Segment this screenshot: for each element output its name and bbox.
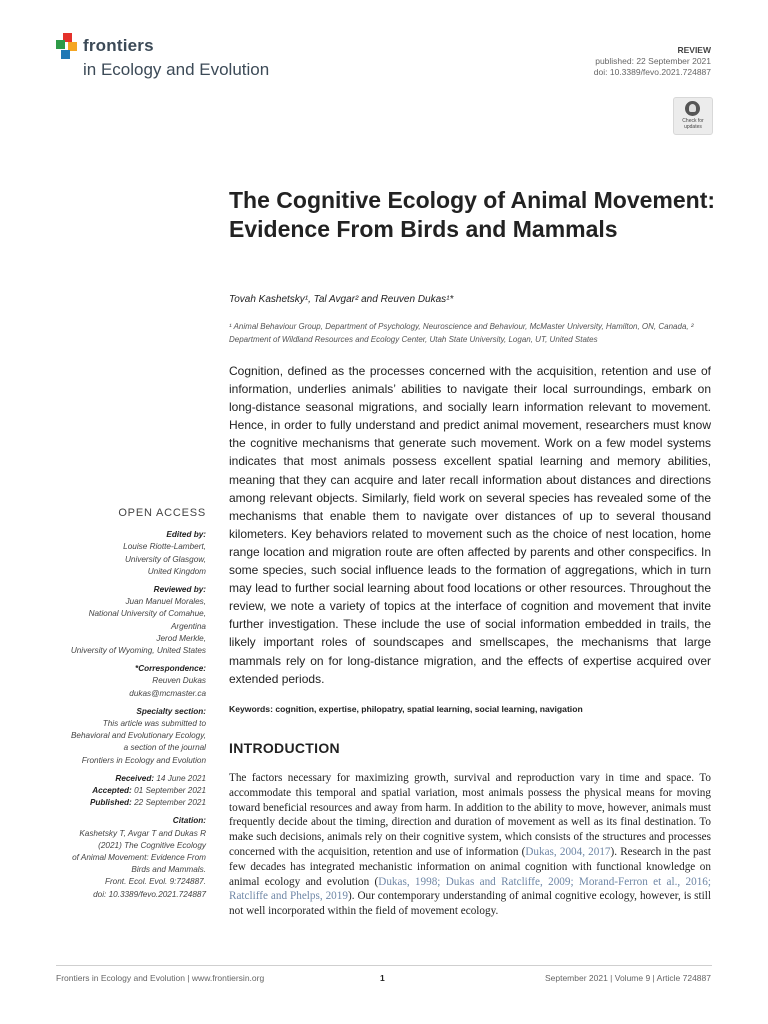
journal-logo (56, 33, 296, 83)
specialty-line: Frontiers in Ecology and Evolution (81, 755, 206, 765)
section-heading-introduction: INTRODUCTION (229, 740, 340, 756)
accepted-value: 01 September 2021 (134, 786, 206, 796)
citation-line: Birds and Mammals. (131, 865, 206, 875)
citation-line: (2021) The Cognitive Ecology (98, 840, 206, 850)
reviewer-line: Juan Manuel Morales, (125, 597, 206, 607)
published-date-line (56, 797, 206, 809)
article-meta (594, 45, 711, 78)
brand-name: frontiers (83, 36, 154, 55)
footer-divider (56, 965, 712, 966)
editor-line: United Kingdom (147, 566, 206, 576)
reviewer-line: University of Wyoming, United States (70, 646, 206, 656)
frontiers-logo-icon (56, 33, 78, 61)
bookmark-icon (685, 101, 700, 116)
editor-line: University of Glasgow, (125, 554, 206, 564)
footer-journal: Frontiers in Ecology and Evolution | www.frontiersin.org (56, 973, 265, 983)
received-date (56, 773, 206, 785)
received-label: Received: (115, 773, 155, 783)
intro-text: The factors necessary for maximizing growth, survival and reproduction vary in time and space. To accommodate this temporal and spatial variation, most animals possess the physical means for moving toward beneficial resources and away from harm. In addition to the ability to move, however, animals must frequently decide about the timing, direction and duration of movement as well as its final destination. To make such decisions, animals rely on their cognitive system, which consists of the structures and processes concerned with the acquisition, retention and use of information ( (229, 772, 711, 858)
accepted-date (56, 785, 206, 797)
citation-line: doi: 10.3389/fevo.2021.724887 (93, 889, 206, 899)
citation-line: Kashetsky T, Avgar T and Dukas R (79, 828, 206, 838)
article-title: The Cognitive Ecology of Animal Movement: Evidence From Birds and Mammals (229, 187, 716, 242)
intro-text: ). Research in the past few decades has integrated mechanistic information on animal cognition with functional knowledge on animal ecology and evolution ( (229, 845, 711, 888)
accepted-label: Accepted: (92, 786, 132, 796)
footer-issue: September 2021 | Volume 9 | Article 724887 (544, 973, 711, 983)
keywords: Keywords: cognition, expertise, philopatry, spatial learning, social learning, navigation (229, 704, 583, 714)
page-number: 1 (380, 973, 385, 983)
article-info-sidebar (56, 507, 206, 901)
published-date: published: 22 September 2021 (595, 56, 711, 66)
doi: doi: 10.3389/fevo.2021.724887 (593, 67, 711, 77)
specialty-line: a section of the journal (123, 743, 206, 753)
check-updates-label: Check for updates (682, 118, 704, 130)
citation-line: Front. Ecol. Evol. 9:724887. (104, 877, 206, 887)
published-value: 22 September 2021 (134, 798, 206, 808)
correspondence-label: *Correspondence: (135, 664, 206, 674)
abstract: Cognition, defined as the processes concerned with the acquisition, retention and use of information, underlies animals’ abilities to navigate their local surroundings, embark on long-distance seasonal migrations, and socially learn information relevant to movement. Hence, in order to fully understand and predict animal movement, researchers must know the cognitive mechanisms that generate such movement. Work on a few model systems indicates that most animals possess excellent spatial learning and memory abilities, meaning that they can acquire and later recall information about distances and directions among relevant objects. Similarly, field work on several species has revealed some of the mechanisms that enable them to navigate over distances of up to several thousand kilometers. Key behaviors related to movement such as the choice of nest location, home range location and migration route are often affected by parents and other conspecifics. In some species, such social influence leads to the formation of aggregations, which in turn may lead to further social learning about food locations or other resources. Throughout the review, we note a variety of topics at the interface of cognition and movement that invite further investigation. These include the use of social information embedded in trails, the likely important roles of soundscapes and smellscapes, the mechanisms that large mammals rely on for long-distance migration, and the effects of expertise acquired over extended periods. (229, 364, 711, 686)
open-access-label: OPEN ACCESS (118, 507, 206, 519)
specialty-line: Behavioral and Evolutionary Ecology, (70, 731, 206, 741)
intro-text: ). Our contemporary understanding of animal cognitive ecology, however, is still not well incorporated within the field of movement ecology. (229, 890, 711, 918)
reviewed-by-label: Reviewed by: (153, 585, 206, 595)
published-label: Published: (89, 798, 132, 808)
citation-label: Citation: (172, 816, 206, 826)
introduction-paragraph (229, 771, 711, 919)
edited-by-label: Edited by: (166, 530, 206, 540)
editor-line: Louise Riotte-Lambert, (123, 542, 206, 552)
specialty-label: Specialty section: (136, 706, 206, 716)
reviewer-line: Argentina (170, 621, 206, 631)
correspondence-name: Reuven Dukas (152, 676, 206, 686)
citation-link[interactable]: Dukas, 2004, 2017 (525, 845, 611, 858)
specialty-line: This article was submitted to (102, 719, 206, 729)
correspondence-email[interactable]: dukas@mcmaster.ca (129, 688, 206, 698)
author-list: Tovah Kashetsky¹, Tal Avgar² and Reuven Dukas¹* (229, 294, 454, 305)
journal-name: in Ecology and Evolution (83, 60, 270, 79)
citation-line: of Animal Movement: Evidence From (72, 853, 206, 863)
reviewer-line: National University of Comahue, (88, 609, 206, 619)
citation-link[interactable]: Dukas, 1998; Dukas and Ratcliffe, 2009; Morand-Ferron et al., 2016; Ratcliffe and Phelps, 2019 (229, 875, 712, 903)
check-for-updates-badge[interactable] (673, 97, 713, 135)
reviewer-line: Jerod Merkle, (156, 633, 206, 643)
received-value: 14 June 2021 (156, 773, 206, 783)
affiliations: ¹ Animal Behaviour Group, Department of Psychology, Neuroscience and Behaviour, McMaster University, Hamilton, ON, Canada, ² Department of Wildland Resources and Ecology Center, Utah State University, Logan, UT, United States (229, 322, 694, 344)
article-type: REVIEW (677, 45, 711, 55)
